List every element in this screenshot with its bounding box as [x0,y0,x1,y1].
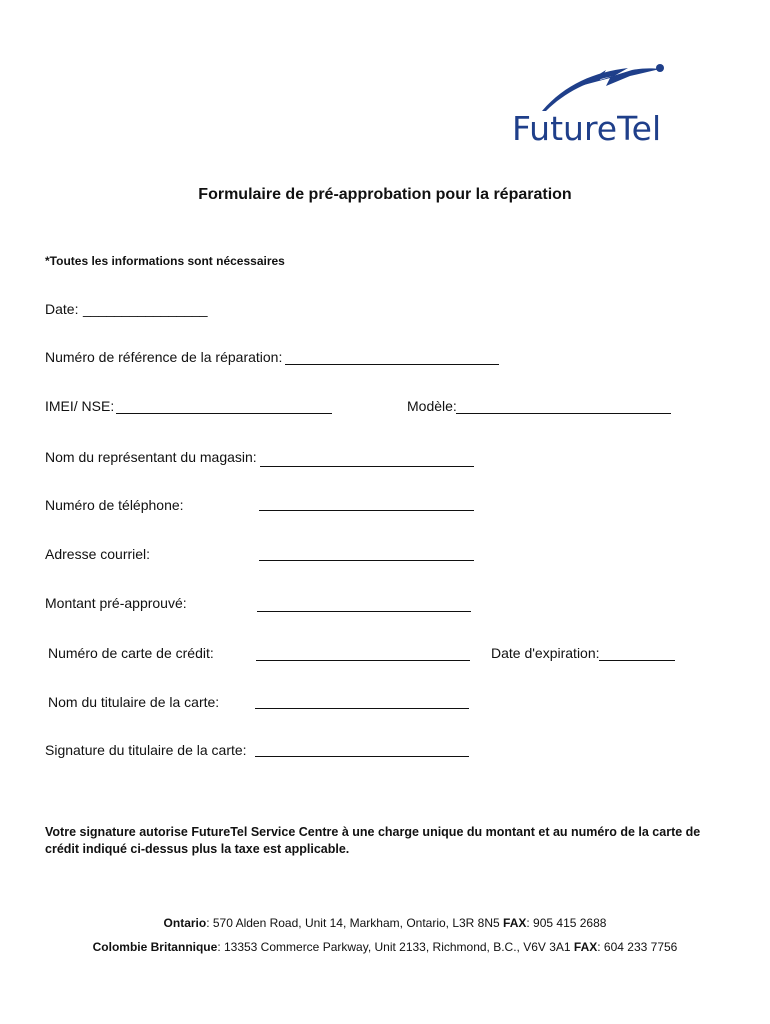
logo-wordmark: FutureTel [512,109,662,148]
store-rep-label: Nom du représentant du magasin: [45,449,257,465]
holder-signature-label: Signature du titulaire de la carte: [45,742,247,758]
card-number-field[interactable] [256,660,470,661]
expiry-field[interactable] [599,660,675,661]
ontario-address: : 570 Alden Road, Unit 14, Markham, Ontario, L3R 8N5 [206,916,504,930]
phone-field[interactable] [259,510,474,511]
model-field[interactable] [456,413,671,414]
expiry-label: Date d'expiration: [491,645,600,661]
bc-fax-label: FAX [573,940,598,954]
bc-address: : 13353 Commerce Parkway, Unit 2133, Richmond, B.C., V6V 3A1 [217,940,574,954]
ontario-fax-label: FAX [503,916,527,930]
model-label: Modèle: [407,398,457,414]
authorization-notice: Votre signature autorise FutureTel Service Centre à une charge unique du montant et au numéro de la carte de crédit indiqué ci-dessus plus la taxe est applicable. [45,825,701,856]
amount-label: Montant pré-approuvé: [45,595,187,611]
bc-label: Colombie Britannique [92,940,218,954]
email-label: Adresse courriel: [45,546,151,562]
email-field[interactable] [259,560,474,561]
imei-label: IMEI/ NSE: [45,398,115,414]
required-note: *Toutes les informations sont nécessaires [45,254,285,268]
holder-name-field[interactable] [255,708,469,709]
date-field[interactable]: ________________ [83,301,208,317]
holder-name-label: Nom du titulaire de la carte: [48,694,220,710]
form-title: Formulaire de pré-approbation pour la réparation [198,186,572,203]
phone-label: Numéro de téléphone: [45,497,184,513]
date-label: Date: [45,301,79,317]
ontario-label: Ontario [163,916,207,930]
footer-bc [0,940,770,954]
amount-field[interactable] [257,611,471,612]
imei-field[interactable] [116,413,332,414]
bc-fax: : 604 233 7756 [597,940,678,954]
repair-reference-field[interactable] [285,364,499,365]
repair-reference-label: Numéro de référence de la réparation: [45,349,283,365]
footer-ontario [0,916,770,930]
holder-signature-field[interactable] [255,756,469,757]
store-rep-field[interactable] [260,466,474,467]
futuretel-logo [510,56,710,148]
card-number-label: Numéro de carte de crédit: [48,645,214,661]
ontario-fax: : 905 415 2688 [526,916,607,930]
